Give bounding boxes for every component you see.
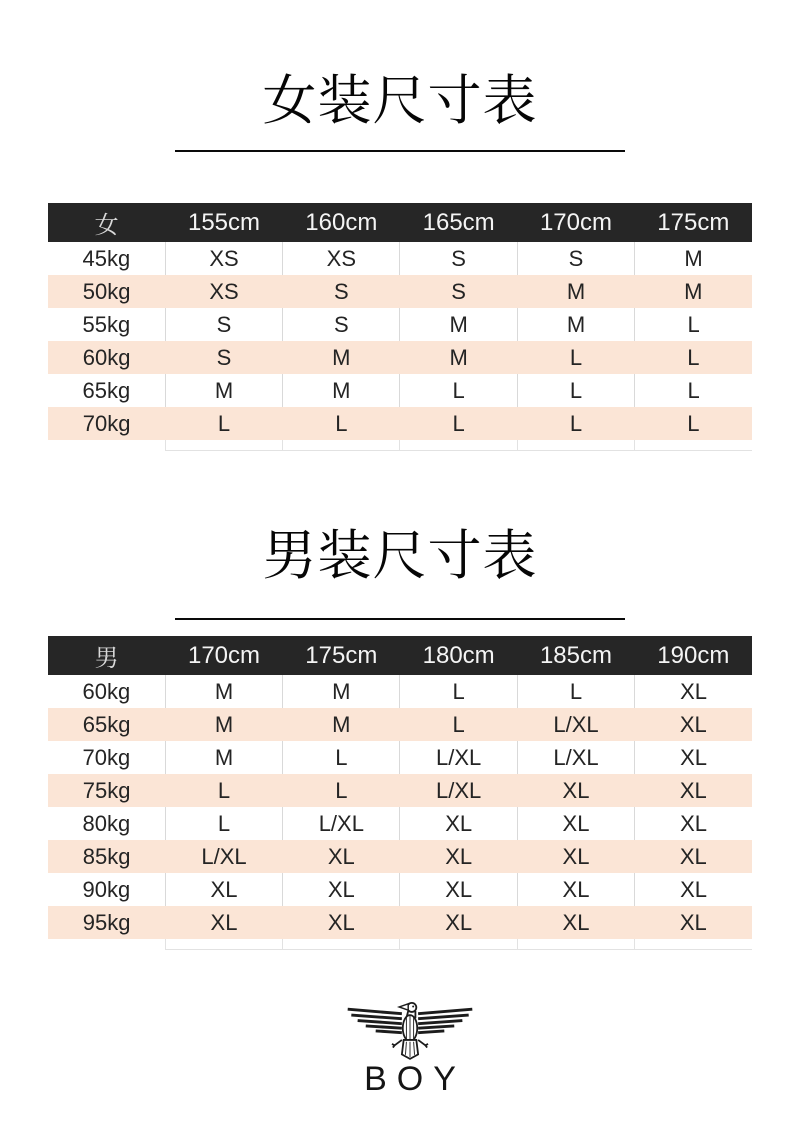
header-cell-height: 170cm xyxy=(165,636,282,675)
size-cell: XS xyxy=(165,242,282,275)
size-cell: L/XL xyxy=(165,840,282,873)
header-cell-height: 175cm xyxy=(635,203,752,242)
size-cell: S xyxy=(283,308,400,341)
size-cell: XS xyxy=(165,275,282,308)
table-row xyxy=(48,275,752,308)
size-cell: L xyxy=(635,407,752,440)
weight-cell: 75kg xyxy=(48,774,165,807)
men-table-body xyxy=(48,675,752,950)
weight-cell: 95kg xyxy=(48,906,165,939)
weight-cell: 55kg xyxy=(48,308,165,341)
header-cell-gender: 女 xyxy=(48,203,165,242)
women-table-body xyxy=(48,242,752,451)
size-cell: XL xyxy=(635,774,752,807)
size-cell: M xyxy=(165,374,282,407)
size-cell: L xyxy=(165,807,282,840)
empty-cell xyxy=(635,440,752,451)
size-cell: L xyxy=(283,774,400,807)
table-row xyxy=(48,774,752,807)
size-cell: L xyxy=(635,374,752,407)
size-cell: M xyxy=(283,675,400,708)
weight-cell: 60kg xyxy=(48,675,165,708)
weight-cell: 60kg xyxy=(48,341,165,374)
table-row xyxy=(48,242,752,275)
header-cell-height: 165cm xyxy=(400,203,517,242)
size-cell: XL xyxy=(517,774,634,807)
size-cell: L xyxy=(283,407,400,440)
weight-cell: 65kg xyxy=(48,374,165,407)
table-row xyxy=(48,708,752,741)
eagle-icon xyxy=(345,1000,475,1069)
empty-cell xyxy=(165,939,282,950)
header-cell-height: 190cm xyxy=(635,636,752,675)
empty-footer-row xyxy=(48,939,752,950)
size-cell: M xyxy=(165,708,282,741)
empty-cell xyxy=(48,939,165,950)
size-cell: L xyxy=(517,341,634,374)
size-cell: M xyxy=(517,308,634,341)
empty-cell xyxy=(400,440,517,451)
table-row xyxy=(48,807,752,840)
empty-cell xyxy=(283,440,400,451)
title-underline xyxy=(175,618,625,620)
size-cell: XL xyxy=(635,906,752,939)
header-row xyxy=(48,636,752,675)
empty-cell xyxy=(635,939,752,950)
brand-logo xyxy=(10,1000,800,1096)
size-cell: L xyxy=(400,407,517,440)
size-cell: S xyxy=(165,308,282,341)
size-cell: XS xyxy=(283,242,400,275)
size-cell: XL xyxy=(517,906,634,939)
size-cell: M xyxy=(400,341,517,374)
women-table-header xyxy=(48,203,752,242)
weight-cell: 45kg xyxy=(48,242,165,275)
empty-cell xyxy=(517,939,634,950)
size-cell: L xyxy=(400,374,517,407)
empty-cell xyxy=(400,939,517,950)
size-cell: M xyxy=(165,741,282,774)
table-row xyxy=(48,675,752,708)
size-cell: M xyxy=(635,275,752,308)
table-row xyxy=(48,308,752,341)
size-cell: L/XL xyxy=(283,807,400,840)
table-row xyxy=(48,873,752,906)
men-section-title: 男装尺寸表 xyxy=(262,526,538,586)
size-cell: L xyxy=(635,308,752,341)
men-size-table xyxy=(48,636,752,950)
women-size-table xyxy=(48,203,752,451)
weight-cell: 50kg xyxy=(48,275,165,308)
empty-footer-row xyxy=(48,440,752,451)
table-row xyxy=(48,906,752,939)
size-cell: M xyxy=(165,675,282,708)
weight-cell: 90kg xyxy=(48,873,165,906)
size-cell: XL xyxy=(165,906,282,939)
size-cell: L xyxy=(283,741,400,774)
size-cell: L/XL xyxy=(517,708,634,741)
size-cell: XL xyxy=(400,906,517,939)
header-cell-height: 175cm xyxy=(283,636,400,675)
size-cell: XL xyxy=(517,840,634,873)
women-section-title: 女装尺寸表 xyxy=(262,71,538,131)
empty-cell xyxy=(283,939,400,950)
size-cell: XL xyxy=(283,840,400,873)
weight-cell: 85kg xyxy=(48,840,165,873)
size-cell: XL xyxy=(517,807,634,840)
size-cell: L xyxy=(400,708,517,741)
size-cell: XL xyxy=(283,906,400,939)
size-cell: XL xyxy=(635,840,752,873)
size-cell: XL xyxy=(165,873,282,906)
size-cell: L/XL xyxy=(517,741,634,774)
size-cell: S xyxy=(517,242,634,275)
size-cell: L/XL xyxy=(400,774,517,807)
weight-cell: 70kg xyxy=(48,741,165,774)
header-cell-height: 185cm xyxy=(517,636,634,675)
size-cell: M xyxy=(283,708,400,741)
size-cell: L xyxy=(517,407,634,440)
header-cell-height: 180cm xyxy=(400,636,517,675)
size-cell: XL xyxy=(400,840,517,873)
size-cell: L xyxy=(400,675,517,708)
weight-cell: 80kg xyxy=(48,807,165,840)
brand-wordmark: BOY xyxy=(364,1060,466,1098)
size-cell: XL xyxy=(400,873,517,906)
header-cell-height: 170cm xyxy=(517,203,634,242)
size-cell: L xyxy=(517,675,634,708)
empty-cell xyxy=(48,440,165,451)
size-cell: XL xyxy=(635,741,752,774)
size-cell: S xyxy=(400,275,517,308)
size-cell: XL xyxy=(400,807,517,840)
size-cell: L xyxy=(635,341,752,374)
title-underline xyxy=(175,150,625,152)
size-cell: M xyxy=(517,275,634,308)
empty-cell xyxy=(517,440,634,451)
size-cell: XL xyxy=(635,675,752,708)
size-cell: S xyxy=(400,242,517,275)
header-row xyxy=(48,203,752,242)
table-row xyxy=(48,374,752,407)
table-row xyxy=(48,840,752,873)
empty-cell xyxy=(165,440,282,451)
size-cell: XL xyxy=(635,708,752,741)
table-row xyxy=(48,341,752,374)
men-table-header xyxy=(48,636,752,675)
size-cell: M xyxy=(400,308,517,341)
header-cell-height: 155cm xyxy=(165,203,282,242)
size-cell: XL xyxy=(635,873,752,906)
size-cell: L xyxy=(517,374,634,407)
size-cell: S xyxy=(165,341,282,374)
header-cell-height: 160cm xyxy=(283,203,400,242)
header-cell-gender: 男 xyxy=(48,636,165,675)
size-cell: XL xyxy=(283,873,400,906)
size-cell: M xyxy=(283,341,400,374)
weight-cell: 70kg xyxy=(48,407,165,440)
table-row xyxy=(48,407,752,440)
size-cell: L xyxy=(165,774,282,807)
size-cell: XL xyxy=(517,873,634,906)
size-cell: S xyxy=(283,275,400,308)
size-cell: M xyxy=(283,374,400,407)
weight-cell: 65kg xyxy=(48,708,165,741)
size-cell: XL xyxy=(635,807,752,840)
size-cell: M xyxy=(635,242,752,275)
size-cell: L xyxy=(165,407,282,440)
size-cell: L/XL xyxy=(400,741,517,774)
table-row xyxy=(48,741,752,774)
